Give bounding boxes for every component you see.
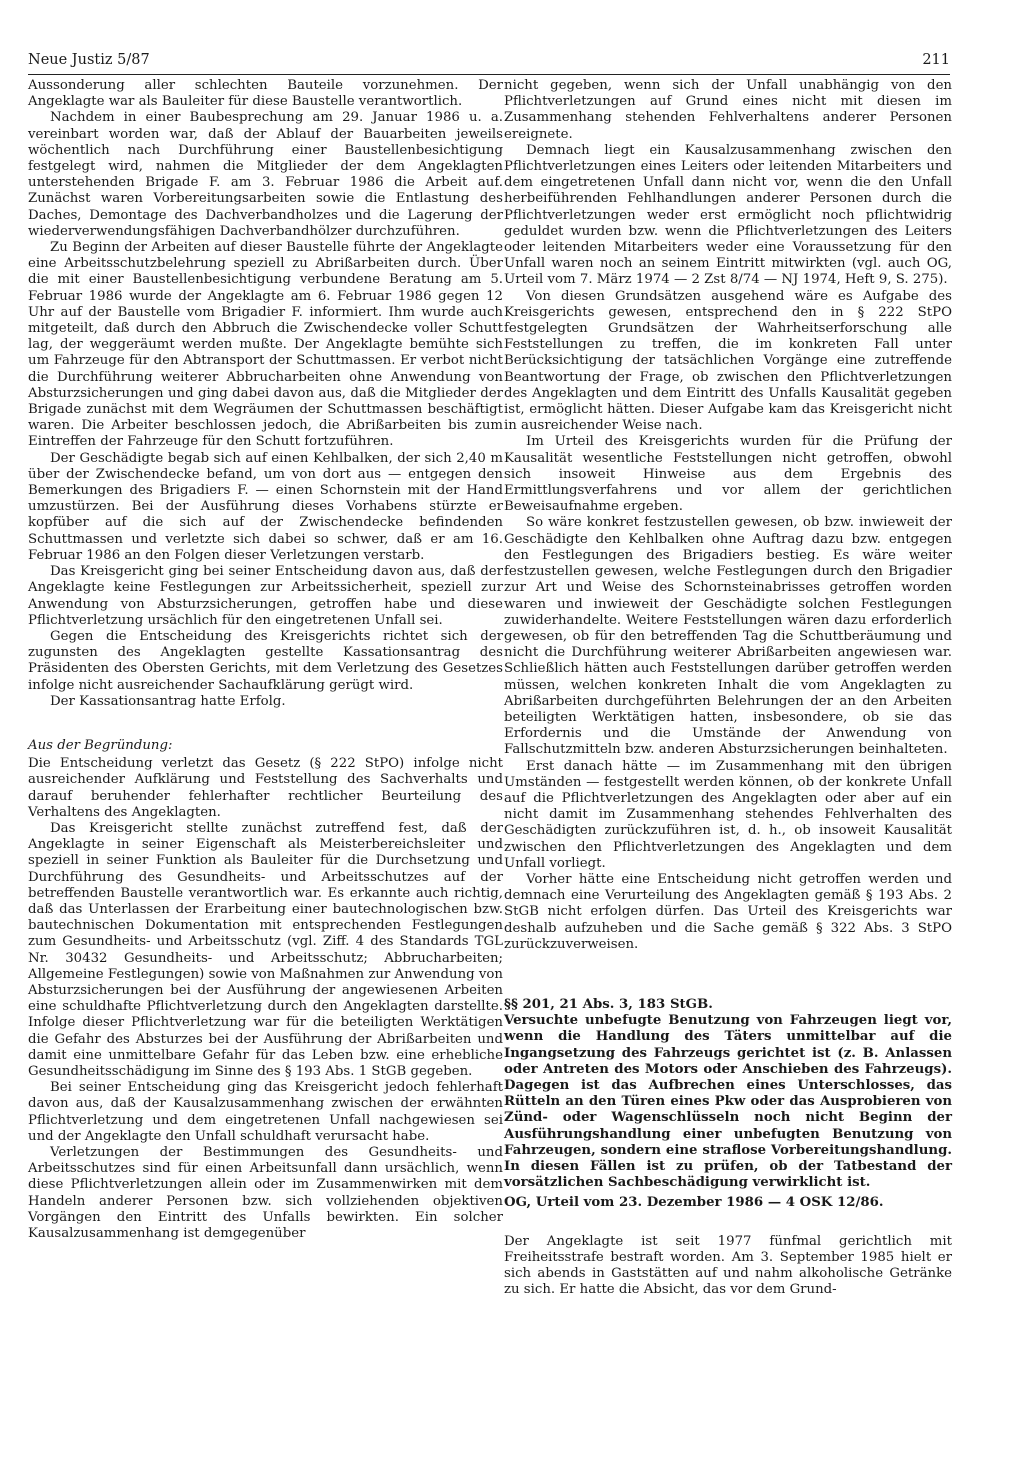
paragraph: Vorher hätte eine Entscheidung nicht getroffen werden und demnach eine Verurteilung des Angeklagten gemäß § 193 Abs. 2 StGB nicht erfolgen dürfen. Das Urteil des Kreisgerichts war deshalb aufzuheben und die Sache gemäß § 322 Abs. 3 StPO zurückzuverweisen.	[504, 871, 952, 952]
paragraph: Das Kreisgericht stellte zunächst zutreffend fest, daß der Angeklagte in seiner Eigenschaft als Meisterbereichsleiter und speziell in seiner Funktion als Bauleiter für die Durchsetzung und Durchführung des Gesundheits- und Arbeitsschutzes auf der betreffenden Baustelle verantwortlich war. Es erkannte auch richtig, daß das Unterlassen der Erarbeitung einer bautechnologischen bzw. bautechnischen Dokumentation mit entsprechenden Festlegungen zum Gesundheits- und Arbeitsschutz (vgl. Ziff. 4 des Standards TGL Nr. 30432 Gesundheits- und Arbeitsschutz; Abbrucharbeiten; Allgemeine Festlegungen) sowie von Maßnahmen zur Anwendung von Absturzsicherungen bei der Ausführung der angewiesenen Arbeiten eine schuldhafte Pflichtverletzung durch den Angeklagten darstellte. Infolge dieser Pflichtverletzung war für die beteiligten Werktätigen die Gefahr des Absturzes bei der Ausführung der Abrißarbeiten und damit eine unmittelbare Gefahr für das Leben bzw. eine erhebliche Gesundheitsschädigung im Sinne des § 193 Abs. 1 StGB gegeben.	[28, 820, 503, 1079]
paragraph: Nachdem in einer Baubesprechung am 29. Januar 1986 u. a. vereinbart worden war, daß der Ablauf der Bauarbeiten jeweils wöchentlich nach Durchführung einer Baustellenbesichtigung festgelegt wird, nahmen die Mitglieder der dem Angeklagten unterstehenden Brigade F. am 3. Februar 1986 die Arbeit auf. Zunächst waren Vorbereitungsarbeiten sowie die Entlastung des Daches, Demontage des Dachverbandholzes und die Lagerung der wiederverwendungsfähigen Dachverbandhölzer durchzuführen.	[28, 110, 503, 239]
paragraph: Im Urteil des Kreisgerichts wurden für die Prüfung der Kausalität wesentliche Feststellungen nicht getroffen, obwohl sich insoweit Hinweise aus dem Ergebnis des Ermittlungsverfahrens und vor allem der gerichtlichen Beweisaufnahme ergeben.	[504, 434, 952, 515]
paragraph: Das Kreisgericht ging bei seiner Entscheidung davon aus, daß der Angeklagte keine Festlegungen zur Arbeitssicherheit, speziell zur Anwendung von Absturzsicherungen, getroffen habe und diese Pflichtverletzung ursächlich für den eingetretenen Unfall sei.	[28, 564, 503, 628]
paragraph: Zu Beginn der Arbeiten auf dieser Baustelle führte der Angeklagte eine Arbeitsschutzbelehrung speziell zu Abrißarbeiten durch. Über die mit einer Baustellenbesichtigung verbundene Beratung am 5. Februar 1986 wurde der Angeklagte am 6. Februar 1986 gegen 12 Uhr auf der Baustelle vom Brigadier F. informiert. Ihm wurde auch mitgeteilt, daß durch den Abbruch die Zwischendecke voller Schutt lag, der weggeräumt werden mußte. Der Angeklagte bemühte sich um Fahrzeuge für den Abtransport der Schuttmassen. Er verbot nicht die Durchführung weiterer Abbrucharbeiten ohne Anwendung von Absturzsicherungen und ging dabei davon aus, daß die Mitglieder der Brigade zunächst mit dem Wegräumen der Schuttmassen beschäftigt waren. Die Arbeiter beschlossen jedoch, die Abrißarbeiten bis zum Eintreffen der Fahrzeuge für den Schutt fortzuführen.	[28, 240, 503, 450]
right-column	[504, 78, 952, 1298]
paragraph: Der Kassationsantrag hatte Erfolg.	[50, 693, 286, 709]
paragraph: Der Angeklagte ist seit 1977 fünfmal gerichtlich mit Freiheitsstrafe bestraft worden. Am 3. September 1985 hielt er sich abends in Gaststätten auf und nahm alkoholische Getränke zu sich. Er hatte die Absicht, das vor dem Grund-	[504, 1233, 952, 1298]
section-heading: Aus der Begründung:	[28, 737, 173, 753]
paragraph: Bei seiner Entscheidung ging das Kreisgericht jedoch fehlerhaft davon aus, daß der Kausalzusammenhang zwischen der erwähnten Pflichtverletzung und dem eingetretenen Unfall nachgewiesen sei und der Angeklagte den Unfall schuldhaft verursacht habe.	[28, 1080, 503, 1144]
paragraph: Gegen die Entscheidung des Kreisgerichts richtet sich der zugunsten des Angeklagten gestellte Kassationsantrag des Präsidenten des Obersten Gerichts, mit dem Verletzung des Gesetzes infolge nicht ausreichender Sachaufklärung gerügt wird.	[28, 628, 503, 693]
paragraph: Die Entscheidung verletzt das Gesetz (§ 222 StPO) infolge nicht ausreichender Aufklärung und Feststellung des Sachverhalts und darauf beruhender fehlerhafter rechtlicher Beurteilung des Verhaltens des Angeklagten.	[28, 756, 503, 820]
page-header	[28, 52, 950, 75]
paragraph: Aussonderung aller schlechten Bauteile vorzunehmen. Der Angeklagte war als Bauleiter für diese Baustelle verantwortlich.	[28, 78, 503, 110]
left-column	[28, 78, 503, 1242]
statute-reference: §§ 201, 21 Abs. 3, 183 StGB.	[504, 996, 713, 1012]
paragraph: Von diesen Grundsätzen ausgehend wäre es Aufgabe des Kreisgerichts gewesen, entsprechend den in § 222 StPO festgelegten Grundsätzen der Wahrheitserforschung alle Feststellungen zu treffen, die im konkreten Fall unter Berücksichtigung der tatsächlichen Vorgänge eine zutreffende Beantwortung der Frage, ob zwischen den Pflichtverletzungen des Angeklagten und dem Eintritt des Unfalls Kausalität gegeben ist, ermöglicht hätten. Dieser Aufgabe kam das Kreisgericht nicht in ausreichender Weise nach.	[504, 288, 952, 434]
spacer	[504, 1212, 952, 1234]
headnote: Versuchte unbefugte Benutzung von Fahrzeugen liegt vor, wenn die Handlung des Täters unmittelbar auf die Ingangsetzung des Fahrzeugs gerichtet ist (z. B. Anlassen oder Antreten des Motors oder Anschieben des Fahrzeugs). Dagegen ist das Aufbrechen eines Unterschlosses, das Rütteln an den Türen eines Pkw oder das Ausprobieren von Zünd- oder Wagenschlüsseln noch nicht Beginn der Ausführungshandlung einer unbefugten Benutzung von Fahrzeugen, sondern eine straflose Vorbereitungshandlung. In diesen Fällen ist zu prüfen, ob der Tatbestand der vorsätzlichen Sachbeschädigung verwirklicht ist.	[504, 1013, 952, 1191]
paragraph: Demnach liegt ein Kausalzusammenhang zwischen den Pflichtverletzungen eines Leiters oder leitenden Mitarbeiters und dem eingetretenen Unfall dann nicht vor, wenn die den Unfall herbeiführenden Fehlhandlungen anderer Personen durch die Pflichtverletzungen weder erst ermöglicht noch pflichtwidrig geduldet wurden bzw. wenn die Pflichtverletzungen des Leiters oder leitenden Mitarbeiters weder eine Voraussetzung für den Unfall waren noch an seinem Eintritt mitwirkten (vgl. auch OG, Urteil vom 7. März 1974 — 2 Zst 8/74 — NJ 1974, Heft 9, S. 275).	[504, 142, 952, 288]
journal-title: Neue Justiz 5/87	[28, 52, 150, 68]
paragraph: Verletzungen der Bestimmungen des Gesundheits- und Arbeitsschutzes sind für einen Arbeitsunfall dann ursächlich, wenn diese Pflichtverletzungen allein oder im Zusammenwirken mit dem Handeln anderer Personen bzw. sich vollziehenden objektiven Vorgängen den Eintritt des Unfalls bewirkten. Ein solcher Kausalzusammenhang ist demgegenüber	[28, 1145, 503, 1242]
paragraph: nicht gegeben, wenn sich der Unfall unabhängig von den Pflichtverletzungen auf Grund eines nicht mit diesen im Zusammenhang stehenden Fehlverhaltens anderer Personen ereignete.	[504, 78, 952, 142]
paragraph: Der Geschädigte begab sich auf einen Kehlbalken, der sich 2,40 m über der Zwischendecke befand, um von dort aus — entgegen den Bemerkungen des Brigadiers F. — einen Schornstein mit der Hand umzustürzen. Bei der Ausführung dieses Vorhabens stürzte er kopfüber auf die sich auf der Zwischendecke befindenden Schuttmassen und verletzte sich dabei so schwer, daß er am 16. Februar 1986 an den Folgen dieser Verletzungen verstarb.	[28, 450, 503, 563]
paragraph: Erst danach hätte — im Zusammenhang mit den übrigen Umständen — festgestellt werden können, ob der konkrete Unfall auf die Pflichtverletzungen des Angeklagten oder aber auf ein nicht damit im Zusammenhang stehendes Fehlverhalten des Geschädigten zurückzuführen ist, d. h., ob insoweit Kausalität zwischen den Pflichtverletzungen des Angeklagten und dem Unfall vorliegt.	[504, 758, 952, 871]
page-number: 211	[922, 52, 950, 68]
paragraph: So wäre konkret festzustellen gewesen, ob bzw. inwieweit der Geschädigte den Kehlbalken ohne Auftrag dazu bzw. entgegen den Festlegungen des Brigadiers bestieg. Es wäre weiter festzustellen gewesen, welche Festlegungen durch den Brigadier zur Art und Weise des Schornsteinabrisses getroffen worden waren und inwieweit der Geschädigte solchen Festlegungen zuwiderhandelte. Weitere Feststellungen wären dazu erforderlich gewesen, ob für den betreffenden Tag die Schuttberäumung und nicht die Durchführung weiterer Abrißarbeiten angewiesen war. Schließlich hätten auch Feststellungen darüber getroffen werden müssen, welchen konkreten Inhalt die vom Angeklagten zu Abrißarbeiten durchgeführten Belehrungen der an den Arbeiten beteiligten Werktätigen hatten, insbesondere, ob sie das Erfordernis und die Umstände der Anwendung von Fallschutzmitteln bzw. anderen Absturzsicherungen beinhalteten.	[504, 515, 952, 758]
court-citation: OG, Urteil vom 23. Dezember 1986 — 4 OSK 12/86.	[504, 1195, 884, 1211]
